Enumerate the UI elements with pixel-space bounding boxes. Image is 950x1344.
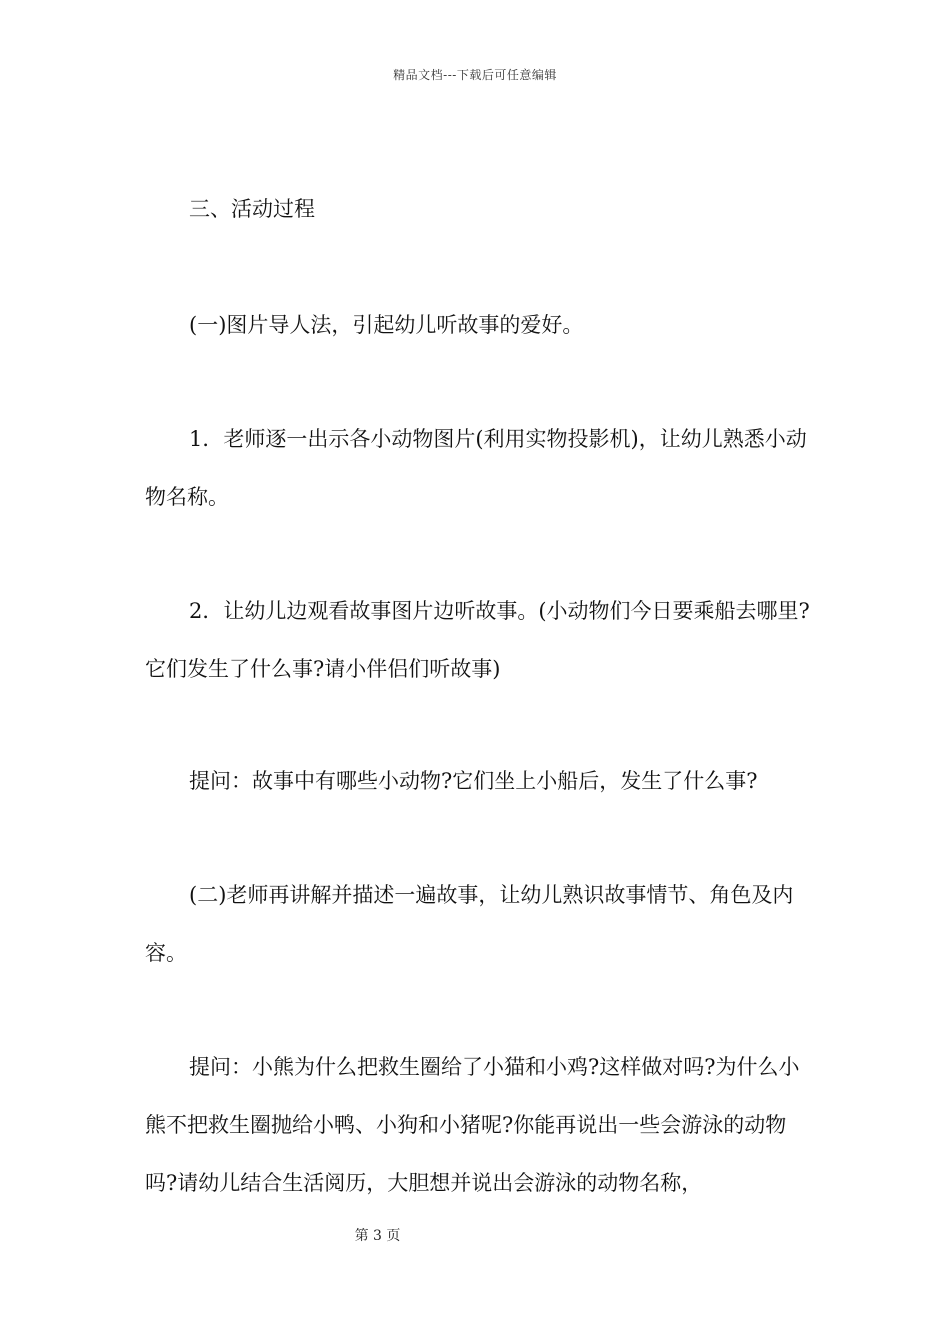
page-number: 第 3 页 xyxy=(354,1228,401,1244)
section-heading: 三、活动过程 xyxy=(189,197,315,221)
paragraph: 2．让幼儿边观看故事图片边听故事。(小动物们今日要乘船去哪里?它们发生了什么事?请小伴侣们听故事) xyxy=(145,599,810,681)
paragraph: 提问：故事中有哪些小动物?它们坐上小船后，发生了什么事? xyxy=(189,769,758,793)
paragraph: 提问：小熊为什么把救生圈给了小猫和小鸡?这样做对吗?为什么小熊不把救生圈抛给小鸭、小狗和小猪呢?你能再说出一些会游泳的动物吗?请幼儿结合生活阅历，大胆想并说出会游泳的动物名称， xyxy=(145,1055,800,1195)
paragraph: (一)图片导人法，引起幼儿听故事的爱好。 xyxy=(189,313,584,337)
paragraph: (二)老师再讲解并描述一遍故事，让幼儿熟识故事情节、角色及内容。 xyxy=(145,883,794,965)
page-header: 精品文档---下载后可任意编辑 xyxy=(393,68,557,82)
paragraph: 1．老师逐一出示各小动物图片(利用实物投影机)，让幼儿熟悉小动物名称。 xyxy=(145,427,807,509)
